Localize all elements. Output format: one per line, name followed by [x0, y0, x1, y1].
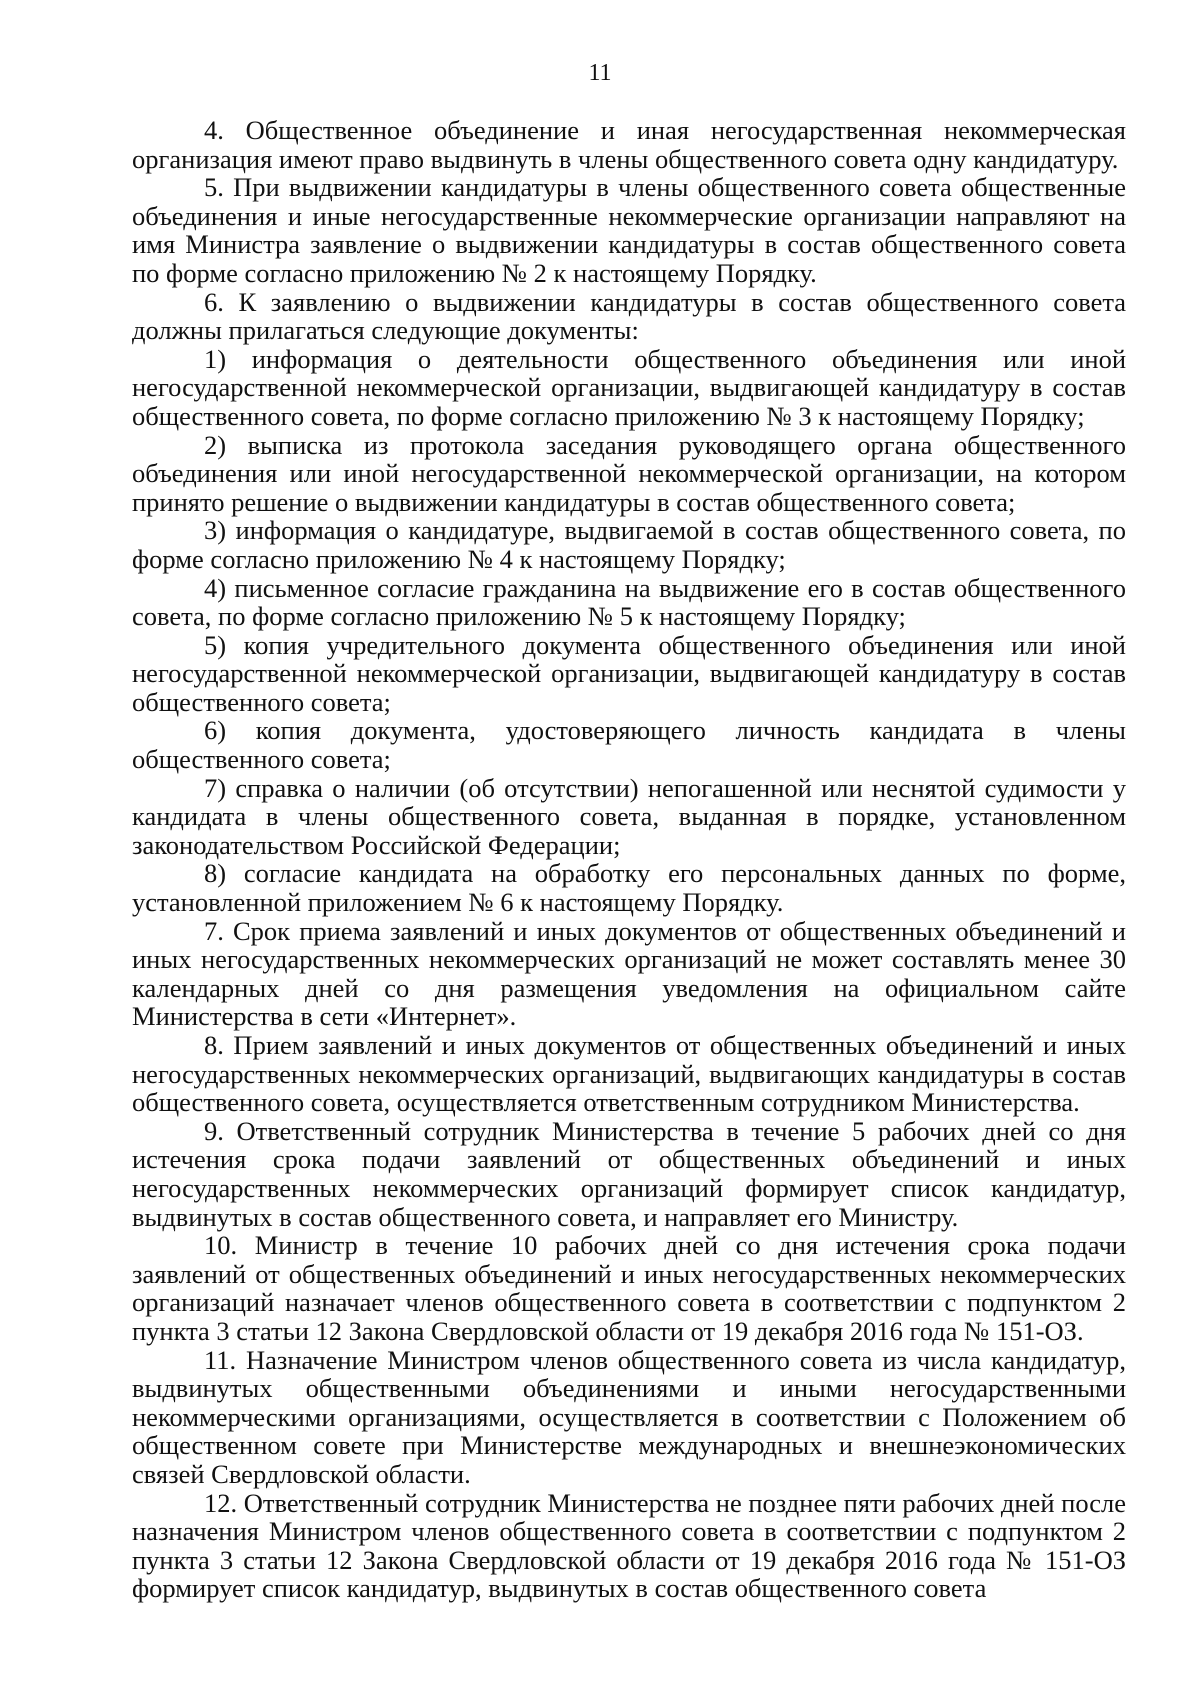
list-item-2: 2) выписка из протокола заседания руководящего органа общественного объединения или иной негосударственной некоммерческой организации, на котором принято решение о выдвижении кандидатуры в состав общественного совета;	[132, 429, 1126, 517]
list-item-7: 7) справка о наличии (об отсутствии) непогашенной или неснятой судимости у кандидата в члены общественного совета, выданная в порядке, установленном законодательством Российской Федерации;	[132, 772, 1126, 860]
paragraph-5: 5. При выдвижении кандидатуры в члены общественного совета общественные объединения и иные негосударственные некоммерческие организации направляют на имя Министра заявление о выдвижении кандидатуры в состав общественного совета по форме согласно приложению № 2 к настоящему Порядку.	[132, 172, 1126, 288]
list-item-5: 5) копия учредительного документа общественного объединения или иной негосударственной некоммерческой организации, выдвигающей кандидатуру в состав общественного совета;	[132, 629, 1126, 717]
paragraph-7: 7. Срок приема заявлений и иных документов от общественных объединений и иных негосударственных некоммерческих организаций не может составлять менее 30 календарных дней со дня размещения уведомления на официальном сайте Министерства в сети «Интернет».	[132, 915, 1126, 1032]
page-number: 11	[588, 60, 612, 86]
paragraph-6: 6. К заявлению о выдвижении кандидатуры в состав общественного совета должны прилагаться следующие документы:	[132, 286, 1126, 346]
list-item-6: 6) копия документа, удостоверяющего личность кандидата в члены общественного совета;	[132, 715, 1126, 775]
paragraph-12: 12. Ответственный сотрудник Министерства не позднее пяти рабочих дней после назначения Министром членов общественного совета в соответствии с подпунктом 2 пункта 3 статьи 12 Закона Свердловской области от 19 декабря 2016 года № 151-ОЗ формирует список кандидатур, выдвинутых в состав общественного совета	[132, 1487, 1126, 1604]
paragraph-4: 4. Общественное объединение и иная негосударственная некоммерческая организация имеют право выдвинуть в члены общественного совета одну кандидатуру.	[132, 115, 1126, 174]
paragraph-11: 11. Назначение Министром членов общественного совета из числа кандидатур, выдвинутых общественными объединениями и иными негосударственными некоммерческими организациями, осуществляется в соответствии с Положением об общественном совете при Министерстве международных и внешнеэкономических связей Свердловской области.	[132, 1344, 1126, 1489]
paragraph-8: 8. Прием заявлений и иных документов от общественных объединений и иных негосударственных некоммерческих организаций, выдвигающих кандидатуры в состав общественного совета, осуществляется ответственным сотрудником Министерства.	[132, 1030, 1126, 1118]
list-item-8: 8) согласие кандидата на обработку его персональных данных по форме, установленной приложением № 6 к настоящему Порядку.	[132, 858, 1126, 918]
paragraph-9: 9. Ответственный сотрудник Министерства в течение 5 рабочих дней со дня истечения срока подачи заявлений от общественных объединений и иных негосударственных некоммерческих организаций формирует список кандидатур, выдвинутых в состав общественного совета, и направляет его Министру.	[132, 1115, 1126, 1232]
document-body	[132, 116, 1126, 1603]
paragraph-10: 10. Министр в течение 10 рабочих дней со дня истечения срока подачи заявлений от общественных объединений и иных негосударственных некоммерческих организаций назначает членов общественного совета в соответствии с подпунктом 2 пункта 3 статьи 12 Закона Свердловской области от 19 декабря 2016 года № 151-ОЗ.	[132, 1230, 1126, 1346]
list-item-3: 3) информация о кандидатуре, выдвигаемой в состав общественного совета, по форме согласно приложению № 4 к настоящему Порядку;	[132, 515, 1126, 574]
list-item-4: 4) письменное согласие гражданина на выдвижение его в состав общественного совета, по форме согласно приложению № 5 к настоящему Порядку;	[132, 572, 1126, 632]
list-item-1: 1) информация о деятельности общественного объединения или иной негосударственной некоммерческой организации, выдвигающей кандидатуру в состав общественного совета, по форме согласно приложению № 3 к настоящему Порядку;	[132, 343, 1126, 431]
